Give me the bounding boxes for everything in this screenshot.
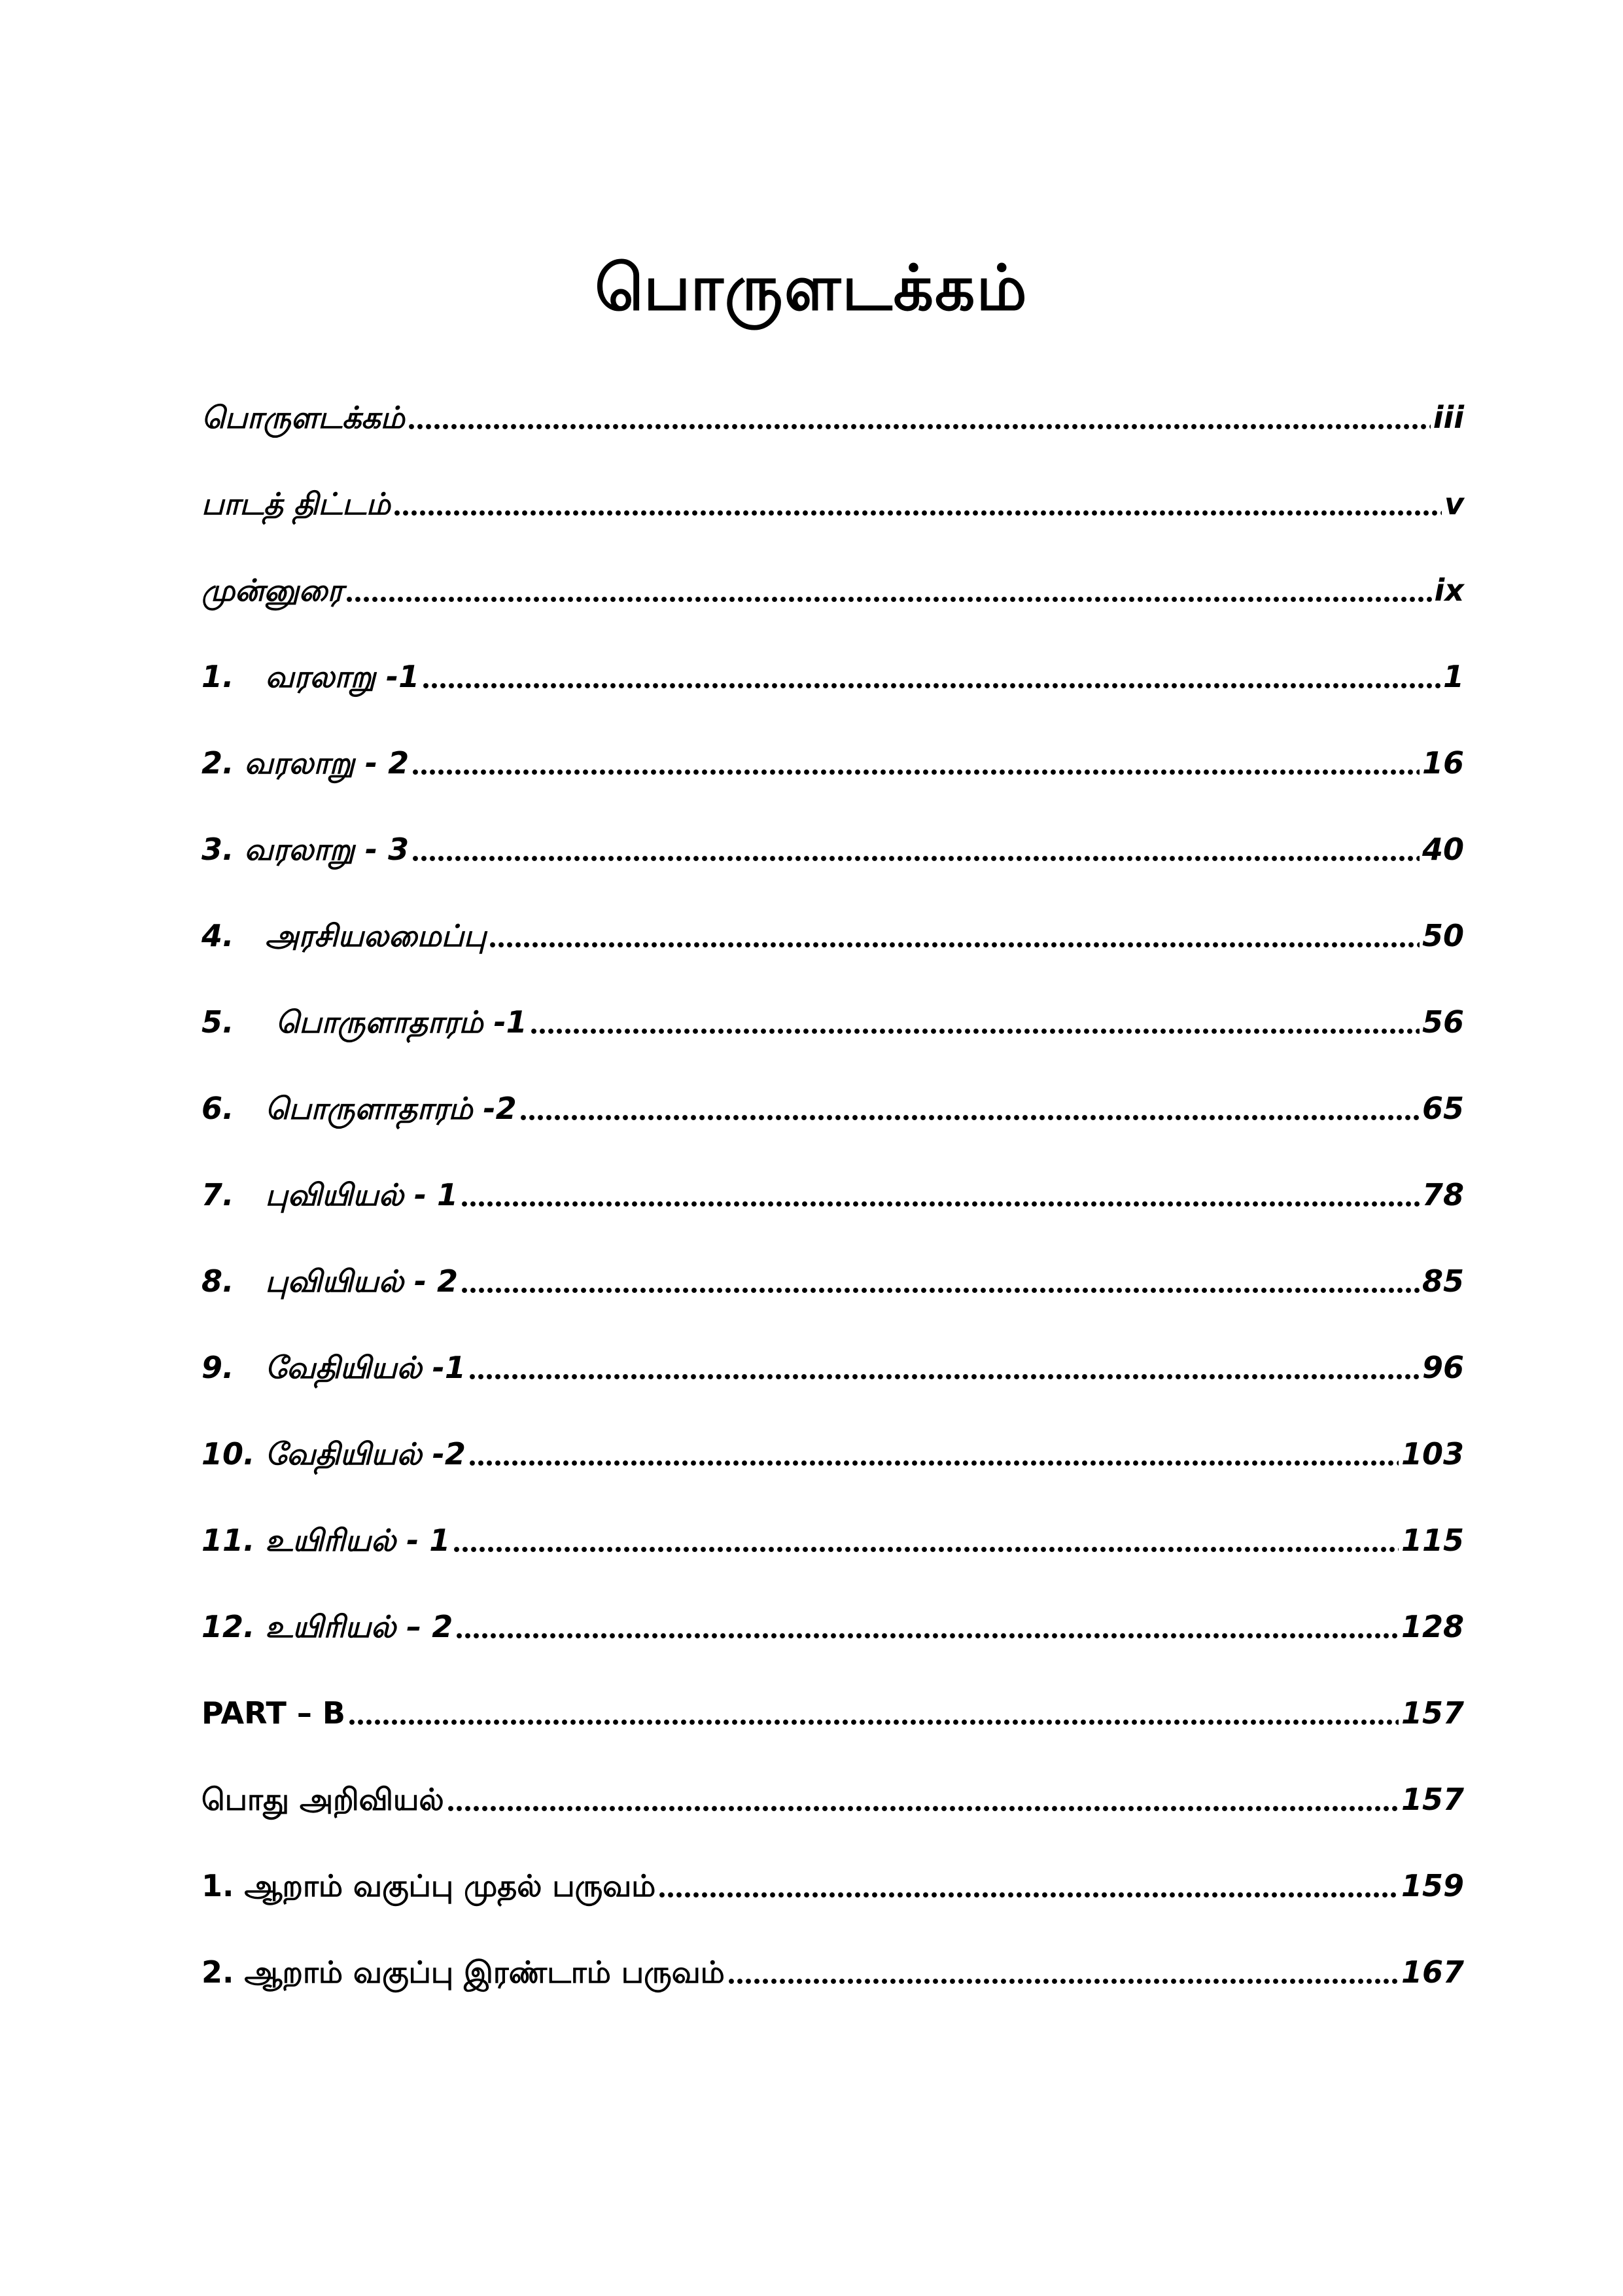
toc-entry-page: 50	[1422, 918, 1464, 953]
toc-entry-page: 103	[1401, 1436, 1464, 1472]
toc-entry-class6-term1[interactable]	[201, 1848, 1464, 1907]
toc-entry-label: 7. புவியியல் - 1	[201, 1177, 459, 1212]
toc-entry-label: பொருளடக்கம்	[201, 400, 405, 435]
dot-leader	[470, 1459, 1399, 1467]
toc-entry-class6-term2[interactable]	[201, 1934, 1464, 1993]
toc-entry-label: முன்னுரை	[201, 573, 343, 608]
dot-leader	[347, 595, 1431, 603]
toc-entry-label: 1. ஆறாம் வகுப்பு முதல் பருவம்	[201, 1868, 656, 1903]
toc-entry-label: 2. வரலாறு - 2	[201, 745, 410, 781]
toc-entry-general-science[interactable]	[201, 1761, 1464, 1820]
toc-entry-constitution[interactable]	[201, 898, 1464, 957]
dot-leader	[457, 1632, 1399, 1640]
toc-entry-label: 10. வேதியியல் -2	[201, 1436, 466, 1472]
toc-entry-label: 3. வரலாறு - 3	[201, 832, 410, 867]
dot-leader	[462, 1286, 1420, 1294]
dot-leader	[413, 855, 1420, 862]
toc-entry-preface[interactable]	[201, 552, 1464, 611]
toc-entry-page: 1	[1442, 659, 1464, 694]
toc-entry-label: PART – B	[201, 1695, 345, 1731]
toc-entry-page: 167	[1401, 1954, 1464, 1990]
toc-entry-page: iii	[1433, 400, 1464, 435]
dot-leader	[454, 1545, 1399, 1553]
toc-entry-history-2[interactable]	[201, 725, 1464, 784]
toc-entry-contents[interactable]	[201, 380, 1464, 438]
toc-entry-geography-2[interactable]	[201, 1243, 1464, 1302]
dot-leader	[409, 423, 1431, 431]
toc-entry-page: 159	[1401, 1868, 1464, 1903]
dot-leader	[470, 1373, 1420, 1381]
toc-entry-label: 4. அரசியலமைப்பு	[201, 918, 487, 953]
toc-entry-page: 78	[1422, 1177, 1464, 1212]
toc-entry-page: 128	[1401, 1609, 1464, 1644]
dot-leader	[490, 941, 1420, 949]
dot-leader	[462, 1200, 1420, 1208]
toc-entry-biology-2[interactable]	[201, 1589, 1464, 1648]
toc-entry-label: 1. வரலாறு -1	[201, 659, 420, 694]
toc-entry-page: 40	[1422, 832, 1464, 867]
dot-leader	[659, 1891, 1399, 1899]
toc-entry-label: 12. உயிரியல் – 2	[201, 1609, 453, 1644]
toc-entry-page: ix	[1434, 573, 1464, 608]
toc-entry-chemistry-2[interactable]	[201, 1416, 1464, 1475]
toc-entry-label: 9. வேதியியல் -1	[201, 1350, 466, 1385]
dot-leader	[394, 509, 1442, 517]
toc-entry-page: 115	[1401, 1523, 1464, 1558]
dot-leader	[413, 768, 1420, 776]
dot-leader	[349, 1718, 1399, 1726]
toc-entry-label: பொது அறிவியல்	[201, 1782, 444, 1817]
toc-entry-economics-1[interactable]	[201, 984, 1464, 1043]
toc-entry-economics-2[interactable]	[201, 1070, 1464, 1129]
toc-entry-page: 85	[1422, 1263, 1464, 1299]
toc-entry-label: 6. பொருளாதாரம் -2	[201, 1091, 517, 1126]
toc-entry-page: 96	[1422, 1350, 1464, 1385]
toc-entry-page: 56	[1422, 1004, 1464, 1040]
toc-entry-label: 8. புவியியல் - 2	[201, 1263, 459, 1299]
toc-entry-history-1[interactable]	[201, 639, 1464, 698]
dot-leader	[521, 1114, 1420, 1122]
toc-entry-label: 11. உயிரியல் - 1	[201, 1523, 451, 1558]
dot-leader	[448, 1805, 1399, 1812]
toc-entry-label: பாடத் திட்டம்	[201, 486, 391, 521]
page-title: பொருளடக்கம்	[595, 251, 1028, 325]
toc-entry-page: 157	[1401, 1782, 1464, 1817]
toc-entry-biology-1[interactable]	[201, 1502, 1464, 1561]
toc-entry-page: v	[1444, 486, 1464, 521]
toc-entry-page: 16	[1422, 745, 1464, 781]
toc-entry-page: 65	[1422, 1091, 1464, 1126]
toc-entry-history-3[interactable]	[201, 811, 1464, 870]
toc-entry-syllabus[interactable]	[201, 466, 1464, 525]
toc-entry-geography-1[interactable]	[201, 1157, 1464, 1216]
toc-entry-label: 5. பொருளாதாரம் -1	[201, 1004, 527, 1040]
toc-entry-page: 157	[1401, 1695, 1464, 1731]
toc-entry-label: 2. ஆறாம் வகுப்பு இரண்டாம் பருவம்	[201, 1954, 725, 1990]
dot-leader	[729, 1977, 1399, 1985]
toc-entry-part-b[interactable]	[201, 1675, 1464, 1734]
toc-entry-chemistry-1[interactable]	[201, 1330, 1464, 1388]
dot-leader	[531, 1027, 1420, 1035]
dot-leader	[423, 682, 1440, 690]
